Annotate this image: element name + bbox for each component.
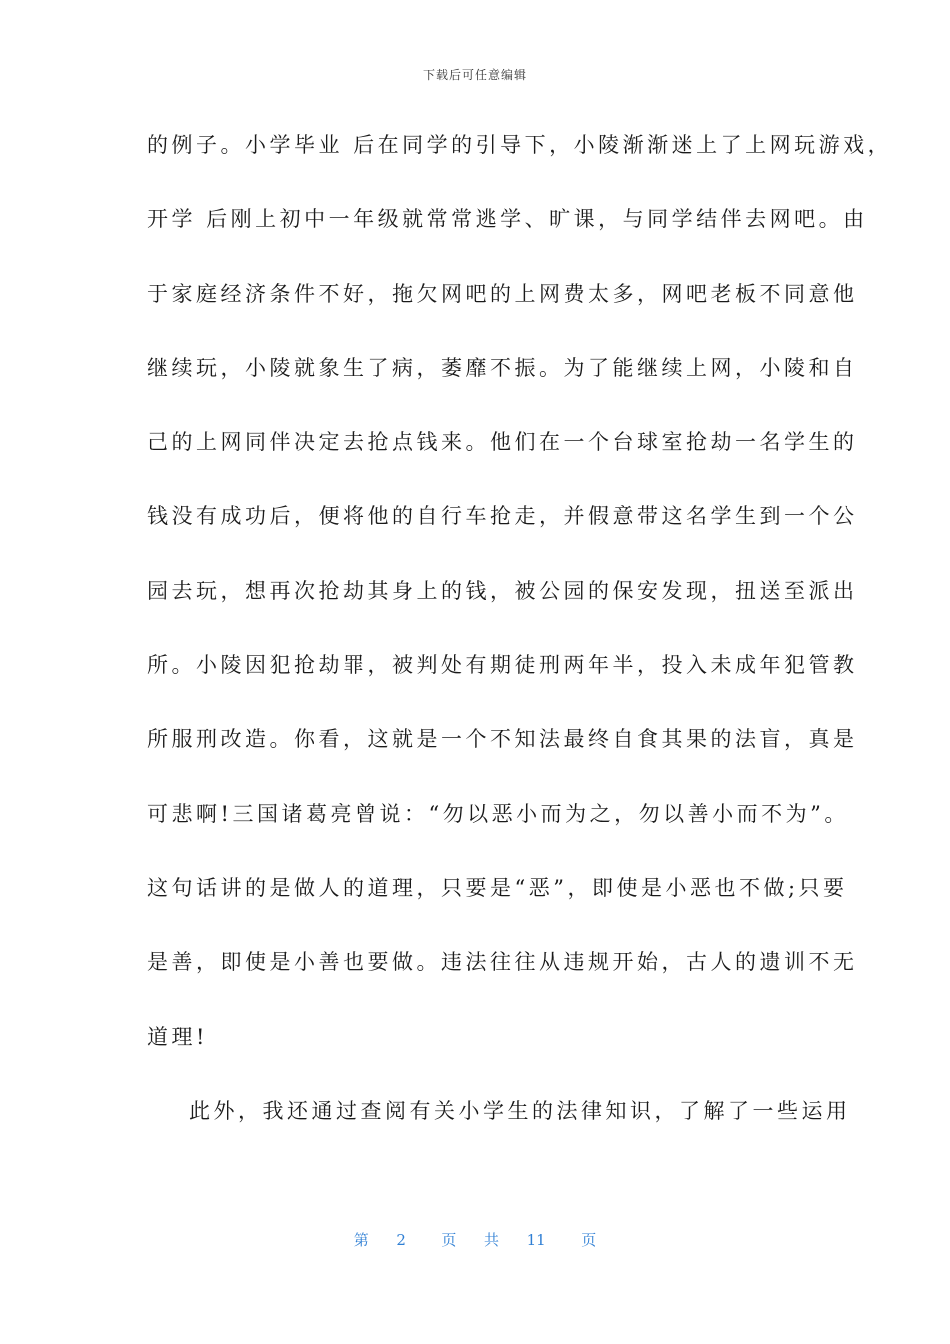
- paragraph-start-line: 此外，我还通过查阅有关小学生的法律知识，了解了一些运用: [189, 1098, 851, 1123]
- body-line: 园去玩，想再次抢劫其身上的钱，被公园的保安发现，扭送至派出: [147, 578, 858, 603]
- footer-total-pages: 11: [526, 1231, 546, 1249]
- body-line: 道理!: [147, 1024, 208, 1049]
- page-header: 下载后可任意编辑: [422, 68, 527, 82]
- body-line: 所服刑改造。你看，这就是一个不知法最终自食其果的法盲，真是: [147, 727, 858, 752]
- body-line: 是善，即使是小善也要做。违法往往从违规开始，古人的遗训不无: [147, 950, 858, 975]
- footer-page-number: 2: [396, 1231, 406, 1249]
- body-line: 开学 后刚上初中一年级就常常逃学、旷课，与同学结伴去网吧。由: [147, 207, 868, 232]
- body-line: 钱没有成功后，便将他的自行车抢走，并假意带这名学生到一个公: [147, 504, 858, 529]
- page-footer: [0, 1229, 950, 1250]
- document-body: [147, 127, 893, 1167]
- body-line: 己的上网同伴决定去抢点钱来。他们在一个台球室抢劫一名学生的: [147, 430, 858, 455]
- footer-total-suffix: 页: [581, 1231, 597, 1249]
- body-line: 这句话讲的是做人的道理，只要是“恶”，即使是小恶也不做;只要: [147, 875, 848, 900]
- footer-total-label: 共: [484, 1231, 500, 1249]
- body-line: 所。小陵因犯抢劫罪，被判处有期徒刑两年半，投入未成年犯管教: [147, 653, 858, 678]
- body-line: 于家庭经济条件不好，拖欠网吧的上网费太多，网吧老板不同意他: [147, 281, 858, 306]
- footer-page-suffix: 页: [441, 1231, 457, 1249]
- body-line: 可悲啊!三国诸葛亮曾说：“勿以恶小而为之，勿以善小而不为”。: [147, 801, 849, 826]
- body-line: 继续玩，小陵就象生了病，萎靡不振。为了能继续上网，小陵和自: [147, 355, 858, 380]
- footer-page-label: 第: [353, 1231, 369, 1249]
- body-line: 的例子。小学毕业 后在同学的引导下，小陵渐渐迷上了上网玩游戏，: [147, 133, 893, 157]
